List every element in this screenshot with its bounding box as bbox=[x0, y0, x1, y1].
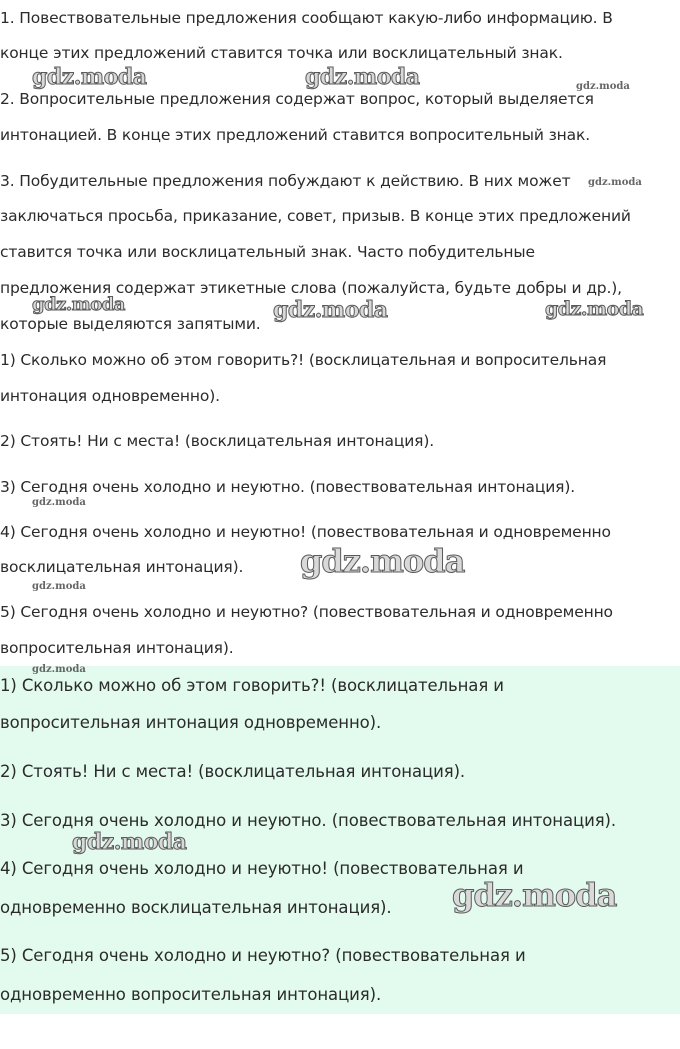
highlighted-answer-line: 5) Сегодня очень холодно и неуютно? (повествовательная и bbox=[0, 946, 526, 965]
highlighted-answer-line: одновременно вопросительная интонация). bbox=[0, 985, 382, 1004]
rule-line: конце этих предложений ставится точка или восклицательный знак. bbox=[0, 44, 563, 62]
watermark-logo: gdz.moda bbox=[32, 664, 86, 675]
answer-line: 1) Сколько можно об этом говорить?! (восклицательная и вопросительная bbox=[0, 351, 607, 369]
rule-line: заключаться просьба, приказание, совет, призыв. В конце этих предложений bbox=[0, 207, 631, 225]
answer-line: вопросительная интонация). bbox=[0, 639, 234, 657]
rule-line: предложения содержат этикетные слова (пожалуйста, будьте добры и др.), bbox=[0, 279, 622, 297]
watermark-logo: gdz.moda bbox=[452, 876, 617, 914]
rule-line: ставится точка или восклицательный знак. Часто побудительные bbox=[0, 243, 535, 261]
watermark-logo: gdz.moda bbox=[32, 64, 147, 90]
answer-line: восклицательная интонация). bbox=[0, 558, 244, 576]
answer-line: 5) Сегодня очень холодно и неуютно? (повествовательная и одновременно bbox=[0, 603, 613, 621]
highlighted-answer-line: 4) Сегодня очень холодно и неуютно! (повествовательная и bbox=[0, 859, 524, 878]
highlighted-answer-line: 1) Сколько можно об этом говорить?! (восклицательная и bbox=[0, 676, 504, 695]
watermark-logo: gdz.moda bbox=[545, 298, 644, 320]
watermark-logo: gdz.moda bbox=[305, 64, 420, 90]
watermark-logo: gdz.moda bbox=[72, 829, 187, 855]
watermark-logo: gdz.moda bbox=[32, 497, 86, 508]
rule-line: 2. Вопросительные предложения содержат вопрос, который выделяется bbox=[0, 90, 594, 108]
rule-line: 3. Побудительные предложения побуждают к действию. В них может bbox=[0, 172, 571, 190]
highlighted-answer-line: 2) Стоять! Ни с места! (восклицательная интонация). bbox=[0, 762, 466, 781]
rule-line: интонацией. В конце этих предложений ставится вопросительный знак. bbox=[0, 126, 590, 144]
rule-line: 1. Повествовательные предложения сообщают какую-либо информацию. В bbox=[0, 9, 613, 27]
answer-line: 3) Сегодня очень холодно и неуютно. (повествовательная интонация). bbox=[0, 478, 575, 496]
answer-line: интонация одновременно). bbox=[0, 387, 220, 405]
answer-line: 4) Сегодня очень холодно и неуютно! (повествовательная и одновременно bbox=[0, 523, 611, 541]
rule-line: которые выделяются запятыми. bbox=[0, 315, 261, 333]
highlighted-answer-line: вопросительная интонация одновременно). bbox=[0, 713, 382, 732]
watermark-logo: gdz.moda bbox=[32, 294, 125, 315]
watermark-logo: gdz.moda bbox=[32, 581, 86, 592]
watermark-logo: gdz.moda bbox=[273, 297, 388, 323]
watermark-logo: gdz.moda bbox=[588, 177, 642, 188]
answer-line: 2) Стоять! Ни с места! (восклицательная интонация). bbox=[0, 432, 435, 450]
highlighted-answer-line: 3) Сегодня очень холодно и неуютно. (повествовательная интонация). bbox=[0, 811, 617, 830]
highlighted-answer-line: одновременно восклицательная интонация). bbox=[0, 898, 392, 917]
watermark-logo: gdz.moda bbox=[300, 542, 465, 580]
watermark-logo: gdz.moda bbox=[576, 81, 630, 92]
